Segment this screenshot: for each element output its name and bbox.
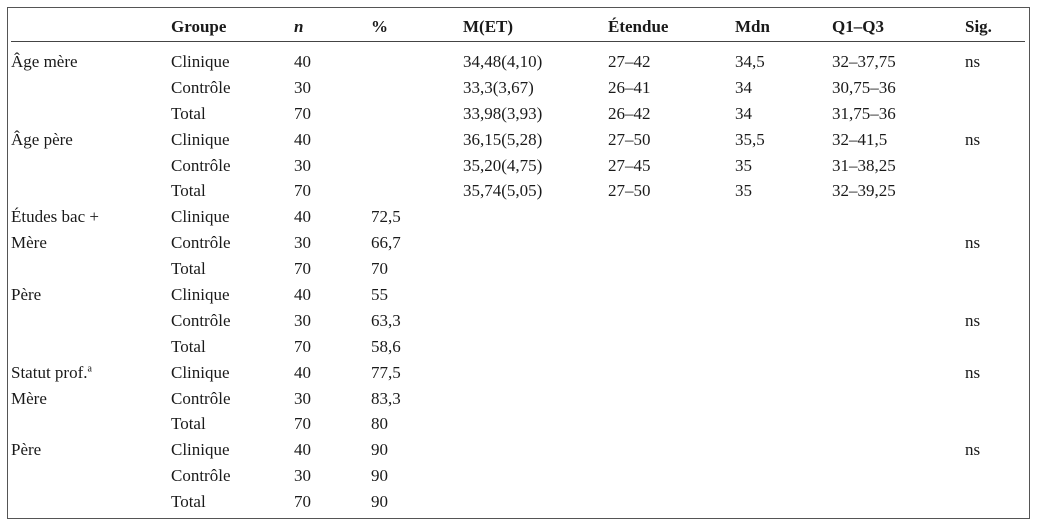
table-row (11, 437, 1025, 463)
cell-etendue-text: 27–50 (608, 181, 651, 201)
cell-pct-text: 63,3 (371, 310, 401, 330)
cell-mdn-text: 34 (735, 77, 752, 97)
cell-groupe (171, 204, 294, 230)
cell-sig (965, 489, 1025, 515)
cell-pct (371, 489, 463, 515)
cell-sig (965, 75, 1025, 101)
cell-groupe (171, 178, 294, 204)
cell-sig-text: ns (965, 51, 981, 71)
cell-mdn (735, 437, 832, 463)
cell-pct (371, 42, 463, 75)
header-n: n (294, 16, 304, 36)
row-label (11, 386, 171, 412)
cell-met-text: 33,98(3,93) (463, 103, 543, 123)
cell-pct-text: 70 (371, 259, 388, 279)
cell-n-text: 40 (294, 51, 311, 71)
cell-met-text: 33,3(3,67) (463, 77, 534, 97)
cell-mdn (735, 101, 832, 127)
cell-q1q3 (832, 334, 965, 360)
header-row (11, 12, 1025, 42)
row-label-text: Âge mère (11, 51, 78, 71)
cell-met (463, 127, 608, 153)
cell-groupe-text: Clinique (171, 129, 230, 149)
cell-q1q3-text: 32–41,5 (832, 129, 888, 149)
table-row (11, 101, 1025, 127)
row-label (11, 463, 171, 489)
cell-sig-text: ns (965, 129, 981, 149)
header-groupe: Groupe (171, 16, 227, 36)
cell-mdn (735, 308, 832, 334)
cell-mdn-text: 35 (735, 155, 752, 175)
cell-q1q3 (832, 360, 965, 386)
cell-etendue-text: 27–42 (608, 51, 651, 71)
cell-n-text: 30 (294, 155, 311, 175)
cell-etendue (608, 489, 735, 515)
cell-groupe (171, 256, 294, 282)
cell-met (463, 308, 608, 334)
cell-etendue (608, 127, 735, 153)
cell-sig (965, 334, 1025, 360)
cell-q1q3 (832, 178, 965, 204)
cell-etendue-text: 26–41 (608, 77, 651, 97)
cell-n (294, 256, 371, 282)
cell-n-text: 70 (294, 259, 311, 279)
cell-q1q3 (832, 101, 965, 127)
cell-pct (371, 437, 463, 463)
cell-mdn (735, 334, 832, 360)
cell-mdn (735, 386, 832, 412)
cell-met (463, 386, 608, 412)
cell-mdn (735, 463, 832, 489)
row-label-text: Père (11, 284, 42, 304)
cell-pct (371, 411, 463, 437)
cell-q1q3 (832, 230, 965, 256)
cell-sig (965, 463, 1025, 489)
cell-pct (371, 127, 463, 153)
cell-met (463, 489, 608, 515)
cell-sig (965, 127, 1025, 153)
cell-met-text: 35,20(4,75) (463, 155, 543, 175)
cell-mdn (735, 127, 832, 153)
cell-groupe (171, 334, 294, 360)
cell-n-text: 40 (294, 284, 311, 304)
row-label (11, 437, 171, 463)
cell-q1q3 (832, 75, 965, 101)
cell-groupe (171, 42, 294, 75)
row-label (11, 489, 171, 515)
cell-n (294, 411, 371, 437)
table-row (11, 230, 1025, 256)
cell-groupe (171, 463, 294, 489)
cell-q1q3 (832, 204, 965, 230)
header-sig: Sig. (965, 16, 992, 36)
cell-etendue (608, 386, 735, 412)
cell-met (463, 178, 608, 204)
cell-groupe (171, 101, 294, 127)
cell-pct-text: 58,6 (371, 336, 401, 356)
cell-pct (371, 308, 463, 334)
cell-mdn-text: 34,5 (735, 51, 765, 71)
cell-groupe (171, 489, 294, 515)
cell-sig (965, 178, 1025, 204)
cell-groupe-text: Total (171, 492, 206, 512)
cell-groupe-text: Contrôle (171, 233, 231, 253)
cell-mdn-text: 34 (735, 103, 752, 123)
cell-sig-text: ns (965, 310, 981, 330)
cell-n-text: 30 (294, 233, 311, 253)
cell-pct (371, 282, 463, 308)
header-q1q3: Q1–Q3 (832, 16, 884, 36)
cell-etendue (608, 42, 735, 75)
cell-met (463, 101, 608, 127)
cell-n (294, 437, 371, 463)
row-label-text: Statut prof. (11, 362, 88, 382)
row-label (11, 230, 171, 256)
cell-sig-text: ns (965, 233, 981, 253)
cell-met (463, 153, 608, 179)
header-label (11, 12, 171, 42)
row-label (11, 256, 171, 282)
cell-mdn (735, 489, 832, 515)
cell-mdn (735, 282, 832, 308)
row-label (11, 282, 171, 308)
cell-etendue (608, 256, 735, 282)
row-label (11, 75, 171, 101)
cell-etendue (608, 230, 735, 256)
table-row (11, 463, 1025, 489)
cell-n (294, 334, 371, 360)
cell-q1q3 (832, 256, 965, 282)
cell-met (463, 42, 608, 75)
cell-pct (371, 204, 463, 230)
cell-n (294, 153, 371, 179)
cell-pct (371, 334, 463, 360)
cell-met-text: 35,74(5,05) (463, 181, 543, 201)
cell-mdn (735, 204, 832, 230)
cell-mdn (735, 230, 832, 256)
cell-pct (371, 230, 463, 256)
cell-n (294, 463, 371, 489)
cell-pct-text: 83,3 (371, 388, 401, 408)
cell-groupe-text: Clinique (171, 362, 230, 382)
cell-mdn (735, 411, 832, 437)
cell-q1q3 (832, 153, 965, 179)
cell-pct-text: 55 (371, 284, 388, 304)
cell-q1q3-text: 32–37,75 (832, 51, 896, 71)
row-label (11, 204, 171, 230)
table-row (11, 360, 1025, 386)
row-label (11, 334, 171, 360)
cell-n (294, 204, 371, 230)
cell-groupe-text: Total (171, 414, 206, 434)
cell-q1q3 (832, 489, 965, 515)
cell-groupe-text: Clinique (171, 207, 230, 227)
cell-n (294, 489, 371, 515)
cell-pct-text: 77,5 (371, 362, 401, 382)
cell-q1q3 (832, 127, 965, 153)
cell-pct-text: 90 (371, 466, 388, 486)
cell-met (463, 75, 608, 101)
row-label-text: Mère (11, 388, 47, 408)
table-row (11, 256, 1025, 282)
cell-groupe-text: Contrôle (171, 466, 231, 486)
header-pct: % (371, 16, 388, 36)
cell-etendue (608, 75, 735, 101)
cell-n-text: 30 (294, 77, 311, 97)
cell-met (463, 334, 608, 360)
cell-q1q3 (832, 463, 965, 489)
cell-mdn (735, 178, 832, 204)
cell-n-text: 70 (294, 336, 311, 356)
cell-pct (371, 256, 463, 282)
cell-pct (371, 101, 463, 127)
cell-etendue (608, 463, 735, 489)
cell-groupe-text: Total (171, 259, 206, 279)
cell-groupe-text: Contrôle (171, 77, 231, 97)
cell-etendue (608, 308, 735, 334)
row-label (11, 178, 171, 204)
table-row (11, 153, 1025, 179)
cell-etendue (608, 153, 735, 179)
cell-sig (965, 101, 1025, 127)
cell-n (294, 360, 371, 386)
row-label (11, 42, 171, 75)
cell-mdn (735, 42, 832, 75)
cell-n (294, 75, 371, 101)
cell-n-text: 30 (294, 388, 311, 408)
cell-groupe-text: Clinique (171, 284, 230, 304)
cell-met (463, 411, 608, 437)
cell-groupe (171, 127, 294, 153)
cell-sig (965, 230, 1025, 256)
cell-n-text: 70 (294, 414, 311, 434)
cell-n (294, 178, 371, 204)
cell-q1q3 (832, 42, 965, 75)
table-row (11, 127, 1025, 153)
table-row (11, 282, 1025, 308)
cell-q1q3 (832, 386, 965, 412)
cell-met (463, 204, 608, 230)
cell-n (294, 127, 371, 153)
row-label-text: Âge père (11, 129, 73, 149)
cell-q1q3 (832, 308, 965, 334)
table-row (11, 178, 1025, 204)
cell-q1q3 (832, 437, 965, 463)
header-met: M(ET) (463, 16, 514, 36)
cell-groupe (171, 437, 294, 463)
table-row (11, 308, 1025, 334)
cell-groupe-text: Clinique (171, 51, 230, 71)
cell-pct (371, 360, 463, 386)
cell-sig-text: ns (965, 440, 981, 460)
cell-sig (965, 308, 1025, 334)
cell-groupe (171, 153, 294, 179)
header-etendue: Étendue (608, 16, 669, 36)
cell-mdn (735, 75, 832, 101)
cell-n-text: 30 (294, 466, 311, 486)
cell-etendue (608, 360, 735, 386)
cell-sig (965, 153, 1025, 179)
cell-etendue (608, 178, 735, 204)
cell-pct (371, 75, 463, 101)
cell-pct-text: 90 (371, 492, 388, 512)
table-row (11, 75, 1025, 101)
cell-pct-text: 80 (371, 414, 388, 434)
cell-met (463, 230, 608, 256)
table-row (11, 411, 1025, 437)
cell-etendue (608, 101, 735, 127)
cell-groupe-text: Total (171, 181, 206, 201)
cell-sig (965, 437, 1025, 463)
cell-etendue (608, 334, 735, 360)
cell-pct-text: 72,5 (371, 207, 401, 227)
footnote-marker: a (87, 362, 92, 374)
cell-met-text: 34,48(4,10) (463, 51, 543, 71)
cell-q1q3-text: 30,75–36 (832, 77, 896, 97)
row-label (11, 308, 171, 334)
cell-groupe (171, 75, 294, 101)
cell-n-text: 40 (294, 207, 311, 227)
cell-mdn (735, 153, 832, 179)
row-label-text: Père (11, 440, 42, 460)
cell-sig (965, 42, 1025, 75)
cell-groupe-text: Total (171, 336, 206, 356)
cell-met (463, 463, 608, 489)
cell-n (294, 101, 371, 127)
table-row (11, 204, 1025, 230)
cell-n (294, 282, 371, 308)
cell-groupe (171, 386, 294, 412)
cell-met-text: 36,15(5,28) (463, 129, 543, 149)
cell-sig (965, 256, 1025, 282)
row-label-text: Mère (11, 233, 47, 253)
cell-mdn-text: 35,5 (735, 129, 765, 149)
demographics-table (11, 12, 1025, 515)
cell-n-text: 70 (294, 181, 311, 201)
cell-n (294, 230, 371, 256)
row-label (11, 360, 171, 386)
cell-etendue (608, 437, 735, 463)
cell-pct (371, 386, 463, 412)
header-mdn: Mdn (735, 16, 770, 36)
cell-met (463, 360, 608, 386)
row-label-text: Études bac + (11, 207, 99, 227)
cell-groupe (171, 360, 294, 386)
cell-mdn-text: 35 (735, 181, 752, 201)
cell-q1q3-text: 32–39,25 (832, 181, 896, 201)
cell-pct (371, 463, 463, 489)
cell-n (294, 386, 371, 412)
cell-etendue-text: 27–50 (608, 129, 651, 149)
cell-n-text: 70 (294, 103, 311, 123)
cell-n (294, 42, 371, 75)
cell-sig (965, 360, 1025, 386)
cell-sig-text: ns (965, 362, 981, 382)
cell-etendue-text: 27–45 (608, 155, 651, 175)
cell-groupe-text: Contrôle (171, 388, 231, 408)
cell-n-text: 40 (294, 362, 311, 382)
table-row (11, 489, 1025, 515)
cell-n (294, 308, 371, 334)
cell-groupe-text: Total (171, 103, 206, 123)
row-label (11, 411, 171, 437)
cell-q1q3-text: 31–38,25 (832, 155, 896, 175)
cell-sig (965, 386, 1025, 412)
cell-pct-text: 66,7 (371, 233, 401, 253)
cell-n-text: 70 (294, 492, 311, 512)
cell-sig (965, 282, 1025, 308)
cell-groupe (171, 230, 294, 256)
cell-met (463, 282, 608, 308)
cell-pct (371, 178, 463, 204)
row-label (11, 127, 171, 153)
cell-etendue (608, 411, 735, 437)
table-row (11, 42, 1025, 75)
row-label (11, 153, 171, 179)
cell-met (463, 256, 608, 282)
cell-groupe-text: Contrôle (171, 155, 231, 175)
cell-pct (371, 153, 463, 179)
cell-groupe (171, 282, 294, 308)
cell-groupe-text: Clinique (171, 440, 230, 460)
cell-etendue (608, 204, 735, 230)
table-row (11, 334, 1025, 360)
row-label (11, 101, 171, 127)
cell-q1q3 (832, 282, 965, 308)
cell-met (463, 437, 608, 463)
cell-n-text: 40 (294, 440, 311, 460)
cell-groupe (171, 308, 294, 334)
cell-n-text: 40 (294, 129, 311, 149)
cell-groupe-text: Contrôle (171, 310, 231, 330)
table-body (11, 42, 1025, 516)
cell-groupe (171, 411, 294, 437)
cell-etendue (608, 282, 735, 308)
cell-q1q3 (832, 411, 965, 437)
cell-n-text: 30 (294, 310, 311, 330)
cell-mdn (735, 256, 832, 282)
cell-etendue-text: 26–42 (608, 103, 651, 123)
cell-pct-text: 90 (371, 440, 388, 460)
cell-sig (965, 204, 1025, 230)
cell-mdn (735, 360, 832, 386)
table-row (11, 386, 1025, 412)
cell-q1q3-text: 31,75–36 (832, 103, 896, 123)
cell-sig (965, 411, 1025, 437)
